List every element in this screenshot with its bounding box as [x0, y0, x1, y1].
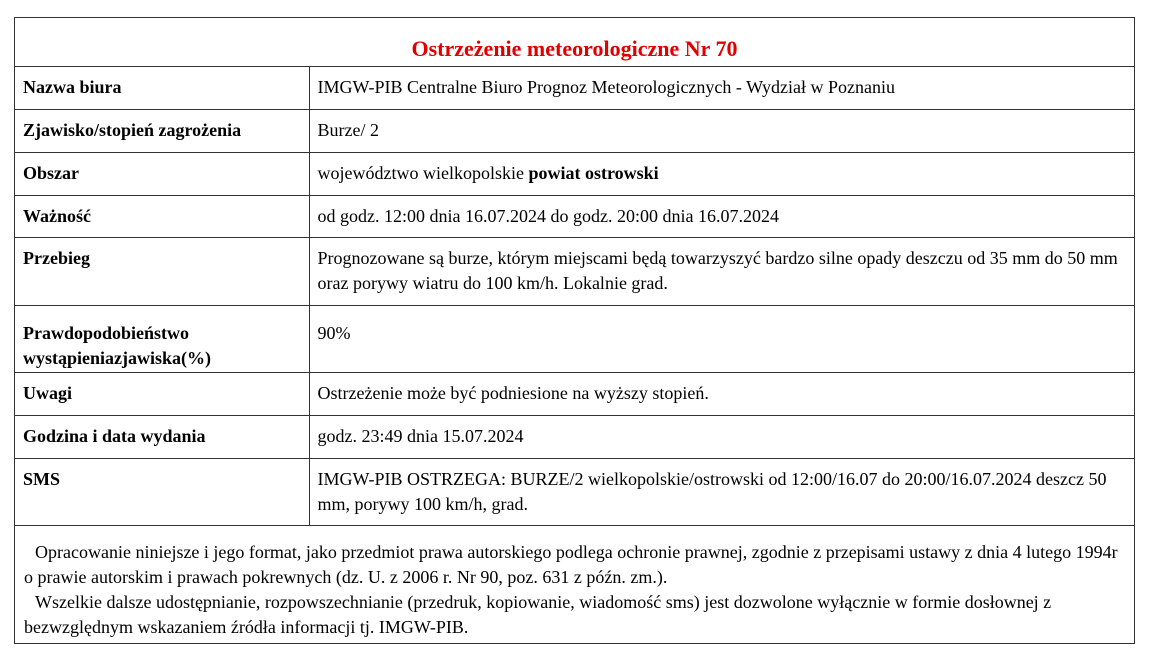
row-course — [15, 238, 1134, 306]
area-county: powiat ostrowski — [528, 163, 659, 183]
label-remarks: Uwagi — [15, 373, 309, 416]
area-voivodeship: województwo wielkopolskie — [317, 163, 529, 183]
row-issue-time — [15, 416, 1134, 459]
row-area — [15, 153, 1134, 196]
row-sms — [15, 459, 1134, 526]
row-validity — [15, 196, 1134, 238]
warning-document — [14, 17, 1135, 644]
label-phenomenon: Zjawisko/stopień zagrożenia — [15, 110, 309, 153]
document-title: Ostrzeżenie meteorologiczne Nr 70 — [411, 36, 738, 61]
row-remarks — [15, 373, 1134, 416]
warning-table — [15, 66, 1134, 526]
value-remarks: Ostrzeżenie może być podniesione na wyższy stopień. — [309, 373, 1134, 416]
label-probability: Prawdopodobieństwo wystąpieniazjawiska(%) — [15, 306, 309, 373]
copyright-paragraph-1: Opracowanie niniejsze i jego format, jako przedmiot prawa autorskiego podlega ochronie prawnej, zgodnie z przepisami ustawy z dnia 4 lutego 1994r o prawie autorskim i prawach pokrewnych (dz. U. z 2006 r. Nr 90, poz. 631 z późn. zm.). — [24, 542, 1118, 587]
label-issue-time: Godzina i data wydania — [15, 416, 309, 459]
label-office: Nazwa biura — [15, 67, 309, 110]
value-area — [309, 153, 1134, 196]
value-phenomenon: Burze/ 2 — [309, 110, 1134, 153]
value-validity: od godz. 12:00 dnia 16.07.2024 do godz. 20:00 dnia 16.07.2024 — [309, 196, 1134, 238]
row-office — [15, 67, 1134, 110]
value-issue-time: godz. 23:49 dnia 15.07.2024 — [309, 416, 1134, 459]
value-office: IMGW-PIB Centralne Biuro Prognoz Meteorologicznych - Wydział w Poznaniu — [309, 67, 1134, 110]
label-sms: SMS — [15, 459, 309, 526]
label-area: Obszar — [15, 153, 309, 196]
value-probability: 90% — [309, 306, 1134, 373]
copyright-footer — [24, 540, 1122, 640]
value-sms: IMGW-PIB OSTRZEGA: BURZE/2 wielkopolskie/ostrowski od 12:00/16.07 do 20:00/16.07.2024 deszcz 50 mm, porywy 100 km/h, grad. — [309, 459, 1134, 526]
copyright-paragraph-2: Wszelkie dalsze udostępnianie, rozpowszechnianie (przedruk, kopiowanie, wiadomość sms) jest dozwolone wyłącznie w formie dosłownej z bezwzględnym wskazaniem źródła informacji tj. IMGW-PIB. — [24, 592, 1052, 637]
label-validity: Ważność — [15, 196, 309, 238]
value-course: Prognozowane są burze, którym miejscami będą towarzyszyć bardzo silne opady deszczu od 35 mm do 50 mm oraz porywy wiatru do 100 km/h. Lokalnie grad. — [309, 238, 1134, 306]
row-probability — [15, 306, 1134, 373]
row-phenomenon — [15, 110, 1134, 153]
label-course: Przebieg — [15, 238, 309, 306]
